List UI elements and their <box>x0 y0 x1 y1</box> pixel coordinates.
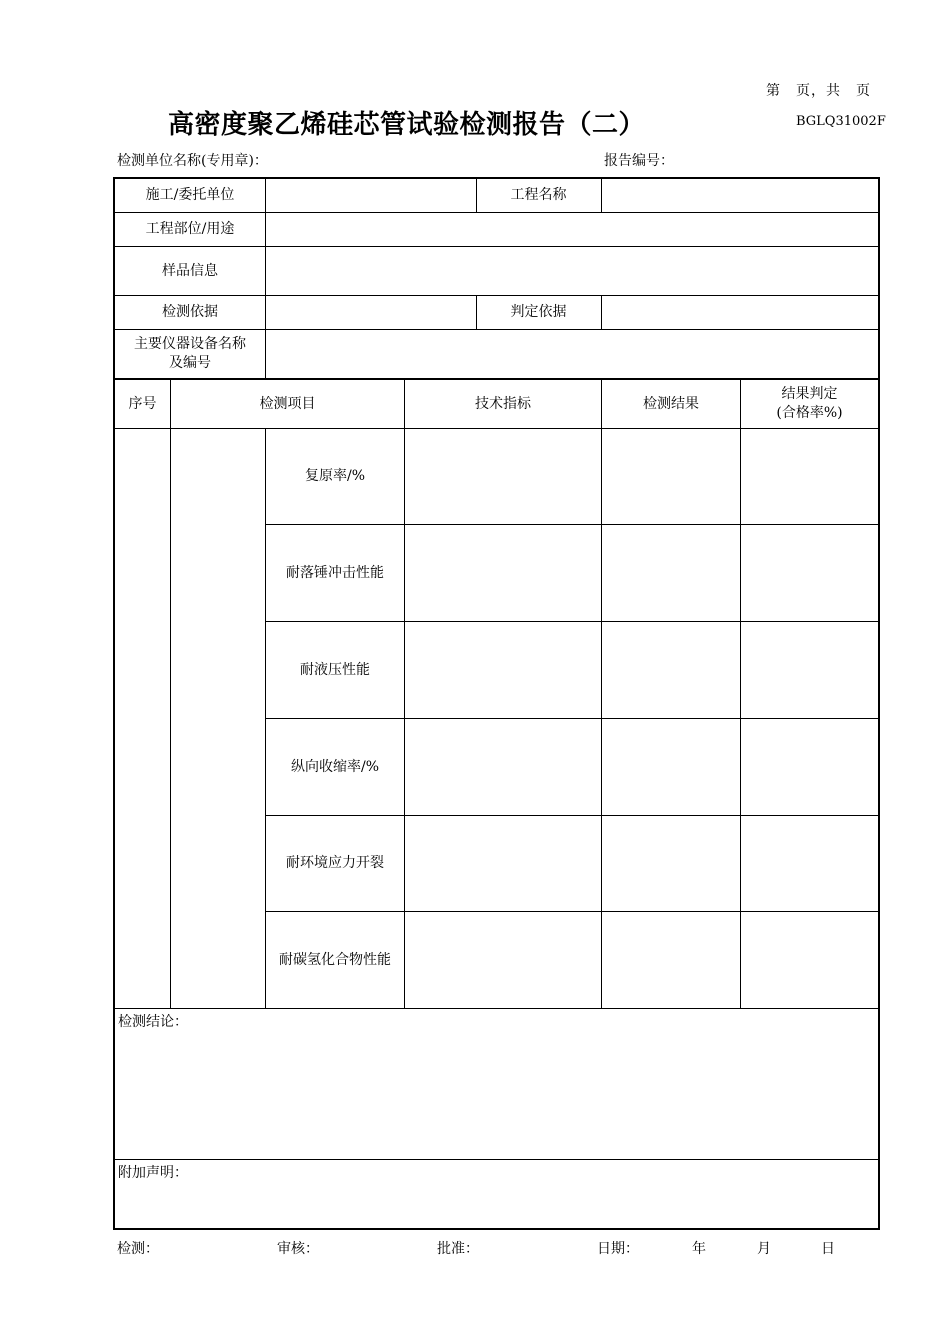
item-stress-cracking: 耐环境应力开裂 <box>286 855 384 871</box>
item-hydrocarbon-resistance: 耐碳氢化合物性能 <box>279 951 391 968</box>
instruments-label-line1: 主要仪器设备名称 <box>134 336 246 352</box>
col-divider <box>265 179 266 378</box>
form-code: BGLQ31002F <box>796 114 886 129</box>
conclusion-label: 检测结论： <box>118 1014 188 1030</box>
row-divider <box>115 1159 878 1160</box>
page-indicator: 第 页，共 页 <box>766 83 871 99</box>
row-divider <box>115 428 878 429</box>
col-header-judge-line2: (合格率%) <box>776 405 843 421</box>
item-drop-hammer-impact: 耐落锤冲击性能 <box>286 564 384 581</box>
col-header-seq: 序号 <box>128 395 157 412</box>
col-header-judge-line1: 结果判定 <box>781 386 838 402</box>
col-header-item: 检测项目 <box>259 395 316 412</box>
report-number-label: 报告编号： <box>604 153 674 169</box>
col-header-result: 检测结果 <box>643 395 699 412</box>
project-name-label: 工程名称 <box>510 187 567 203</box>
row-divider <box>115 1008 878 1009</box>
judgment-basis-label: 判定依据 <box>510 304 567 320</box>
page-title: 高密度聚乙烯硅芯管试验检测报告（二） <box>168 110 646 140</box>
col-divider <box>601 179 602 212</box>
report-table <box>113 177 880 1230</box>
tester-label: 检测： <box>117 1241 159 1257</box>
col-divider <box>404 379 405 1008</box>
date-label: 日期： <box>597 1241 639 1257</box>
col-divider <box>740 379 741 1008</box>
testing-unit-label: 检测单位名称(专用章)： <box>117 153 268 169</box>
day-label: 日 <box>821 1241 835 1257</box>
item-hydraulic-pressure: 耐液压性能 <box>300 661 370 678</box>
col-header-judge <box>741 380 878 428</box>
instruments-label-line2: 及编号 <box>169 355 211 371</box>
col-header-spec: 技术指标 <box>475 395 531 412</box>
col-divider <box>601 295 602 329</box>
instruments-label <box>115 330 265 378</box>
year-label: 年 <box>692 1241 706 1257</box>
sample-info-label: 样品信息 <box>162 262 218 279</box>
construction-unit-label: 施工/委托单位 <box>145 187 235 203</box>
item-longitudinal-shrinkage: 纵向收缩率/% <box>290 758 380 775</box>
approver-label: 批准： <box>437 1241 479 1257</box>
project-part-label: 工程部位/用途 <box>145 221 235 237</box>
month-label: 月 <box>757 1241 771 1257</box>
item-recovery-rate: 复原率/% <box>304 468 366 484</box>
col-divider <box>601 379 602 1008</box>
test-basis-label: 检测依据 <box>162 304 218 320</box>
reviewer-label: 审核： <box>277 1241 319 1257</box>
col-divider <box>170 379 171 1008</box>
statement-label: 附加声明： <box>118 1165 188 1181</box>
